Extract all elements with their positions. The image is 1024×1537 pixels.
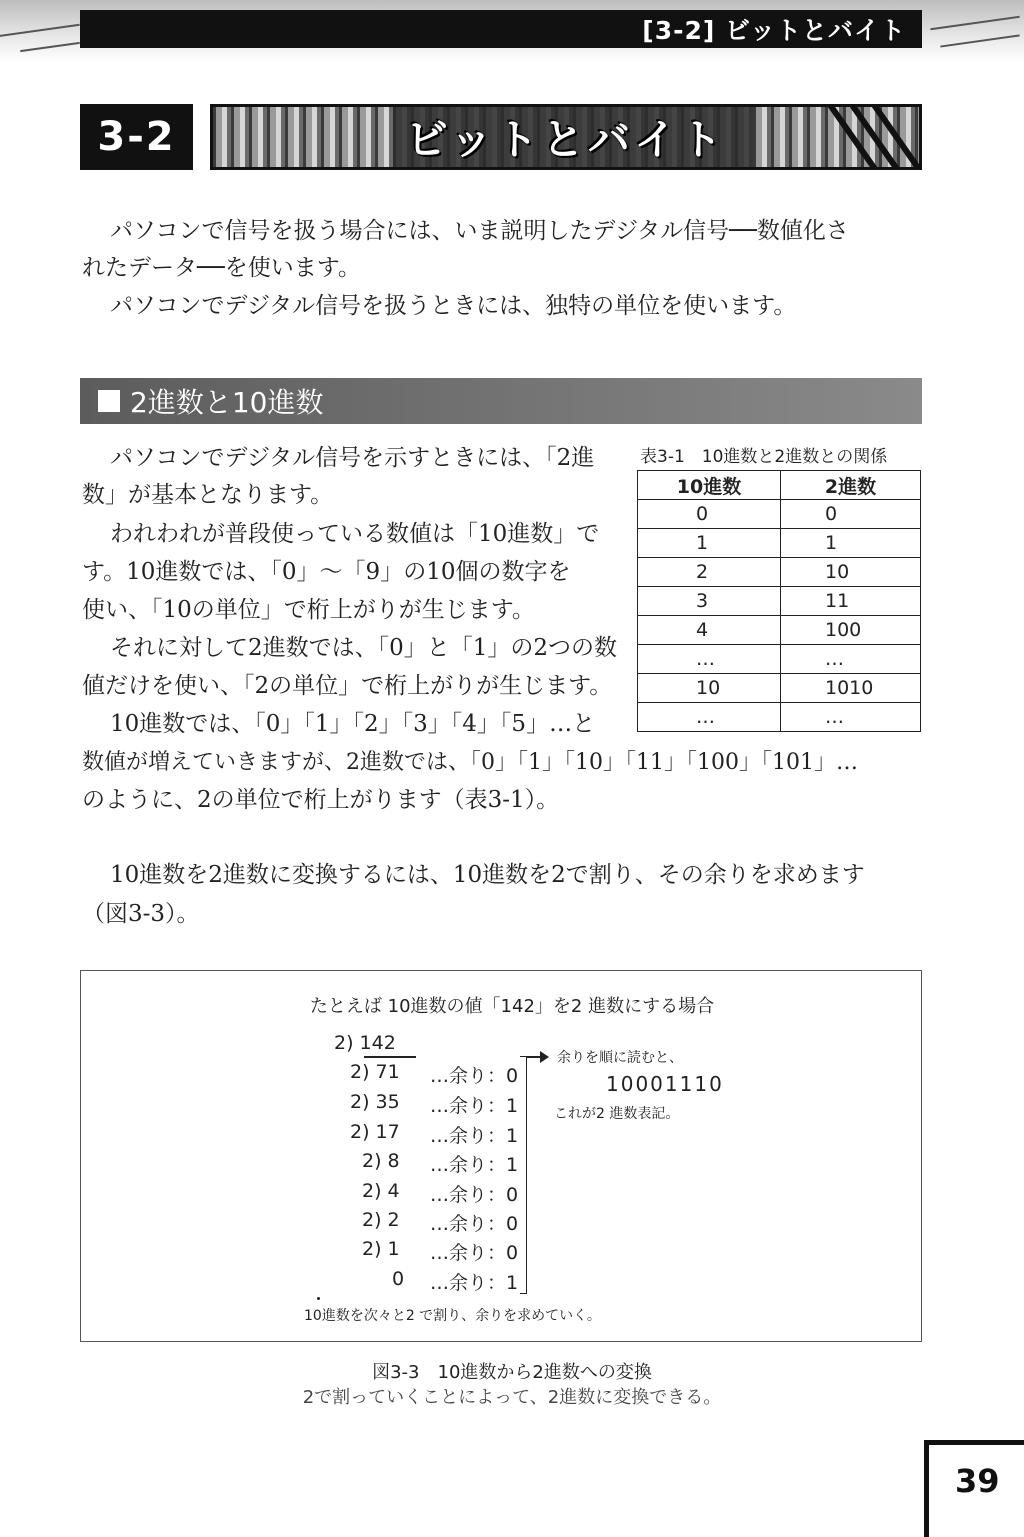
binary-cell: 10 <box>781 558 921 587</box>
arrow-right-icon <box>540 1051 549 1063</box>
body-line: われわれが普段使っている数値は「10進数」で <box>110 521 600 547</box>
table-row <box>638 645 921 674</box>
remainder: …余り：0 <box>430 1065 519 1087</box>
remainder-bracket <box>520 1056 527 1294</box>
section-title: ビットとバイト <box>405 115 727 164</box>
body-line: す。10進数では、「0」～「9」の10個の数字を <box>82 559 571 585</box>
division-step: 2) 17 <box>350 1121 400 1143</box>
intro-line: れたデータ──を使います。 <box>82 255 361 281</box>
remainder: …余り：1 <box>430 1125 519 1147</box>
remainder: …余り：1 <box>430 1272 519 1294</box>
intro-line: パソコンで信号を扱う場合には、いま説明したデジタル信号──数値化さ <box>110 218 849 244</box>
decimal-cell: 1 <box>638 529 781 558</box>
body-line: 10進数では、「0」「1」「2」「3」「4」「5」…と <box>110 711 596 737</box>
binary-cell: 1 <box>781 529 921 558</box>
division-first: 2) 142 <box>334 1032 396 1054</box>
body-line: のように、2の単位で桁上がります（表3-1）。 <box>82 787 560 813</box>
figure-caption-title: 図3-3 10進数から2進数への変換 <box>372 1362 652 1383</box>
conversion-line: 10進数を2進数に変換するには、10進数を2で割り、その余りを求めます <box>110 862 865 888</box>
binary-result: 10001110 <box>606 1072 724 1096</box>
division-step: 2) 2 <box>362 1209 400 1231</box>
binary-cell: 0 <box>781 500 921 529</box>
decimal-binary-table <box>637 470 921 732</box>
decimal-cell: 0 <box>638 500 781 529</box>
remainder: …余り：0 <box>430 1184 519 1206</box>
body-line: パソコンでデジタル信号を示すときには、「2進 <box>110 445 595 471</box>
decimal-cell: 10 <box>638 674 781 703</box>
conversion-line: （図3-3）。 <box>82 901 200 927</box>
intro-line: パソコンでデジタル信号を扱うときには、独特の単位を使います。 <box>110 293 797 319</box>
binary-cell: … <box>781 645 921 674</box>
table-row <box>638 674 921 703</box>
figure-footnote: 10進数を次々と2 で割り、余りを求めていく。 <box>304 1308 601 1324</box>
division-step: 2) 35 <box>350 1091 400 1113</box>
body-line: 使い、「10の単位」で桁上がりが生じます。 <box>82 597 535 623</box>
marker-dot <box>317 1297 320 1300</box>
subsection-title: 2進数と10進数 <box>130 386 324 419</box>
decimal-cell: 3 <box>638 587 781 616</box>
column-header: 10進数 <box>638 471 781 500</box>
division-step: 0 <box>392 1268 405 1290</box>
remainder: …余り：1 <box>430 1095 519 1117</box>
table-header-row <box>638 471 921 500</box>
division-bar <box>364 1056 416 1058</box>
division-step: 2) 4 <box>362 1180 400 1202</box>
section-title-banner <box>210 104 922 170</box>
division-step: 2) 1 <box>362 1238 400 1260</box>
binary-cell: 100 <box>781 616 921 645</box>
remainder: …余り：0 <box>430 1213 519 1235</box>
body-line: 数」が基本となります。 <box>82 482 334 508</box>
arrow-line <box>527 1056 541 1058</box>
decimal-cell: … <box>638 703 781 732</box>
subsection-heading <box>80 378 922 424</box>
division-step: 2) 8 <box>362 1150 400 1172</box>
section-number: 3-2 <box>80 104 193 170</box>
column-header: 2進数 <box>781 471 921 500</box>
table-row <box>638 587 921 616</box>
running-header-text: [3-2] ビットとバイト <box>642 16 906 45</box>
decimal-cell: … <box>638 645 781 674</box>
read-note: 余りを順に読むと、 <box>557 1050 683 1066</box>
division-step: 2) 71 <box>350 1061 400 1083</box>
figure-caption-subtitle: 2で割っていくことによって、2進数に変換できる。 <box>302 1387 722 1408</box>
table-row <box>638 529 921 558</box>
square-bullet-icon <box>98 390 120 412</box>
binary-cell: … <box>781 703 921 732</box>
binary-note: これが2 進数表記。 <box>554 1106 680 1122</box>
decimal-cell: 4 <box>638 616 781 645</box>
table-row <box>638 558 921 587</box>
table-row <box>638 616 921 645</box>
table-row <box>638 703 921 732</box>
body-line: 値だけを使い、「2の単位」で桁上がりが生じます。 <box>82 673 613 699</box>
page-number: 39 <box>955 1462 1000 1500</box>
body-line: 数値が増えていきますが、2進数では、「0」「1」「10」「11」「100」「101」… <box>82 750 858 775</box>
table-caption: 表3-1 10進数と2進数との関係 <box>640 447 888 467</box>
remainder: …余り：0 <box>430 1242 519 1264</box>
decimal-cell: 2 <box>638 558 781 587</box>
table-row <box>638 500 921 529</box>
binary-cell: 11 <box>781 587 921 616</box>
binary-cell: 1010 <box>781 674 921 703</box>
figure-title: たとえば 10進数の値「142」を2 進数にする場合 <box>309 996 715 1017</box>
running-header <box>80 10 922 48</box>
remainder: …余り：1 <box>430 1154 519 1176</box>
body-line: それに対して2進数では、「0」と「1」の2つの数 <box>110 635 618 661</box>
